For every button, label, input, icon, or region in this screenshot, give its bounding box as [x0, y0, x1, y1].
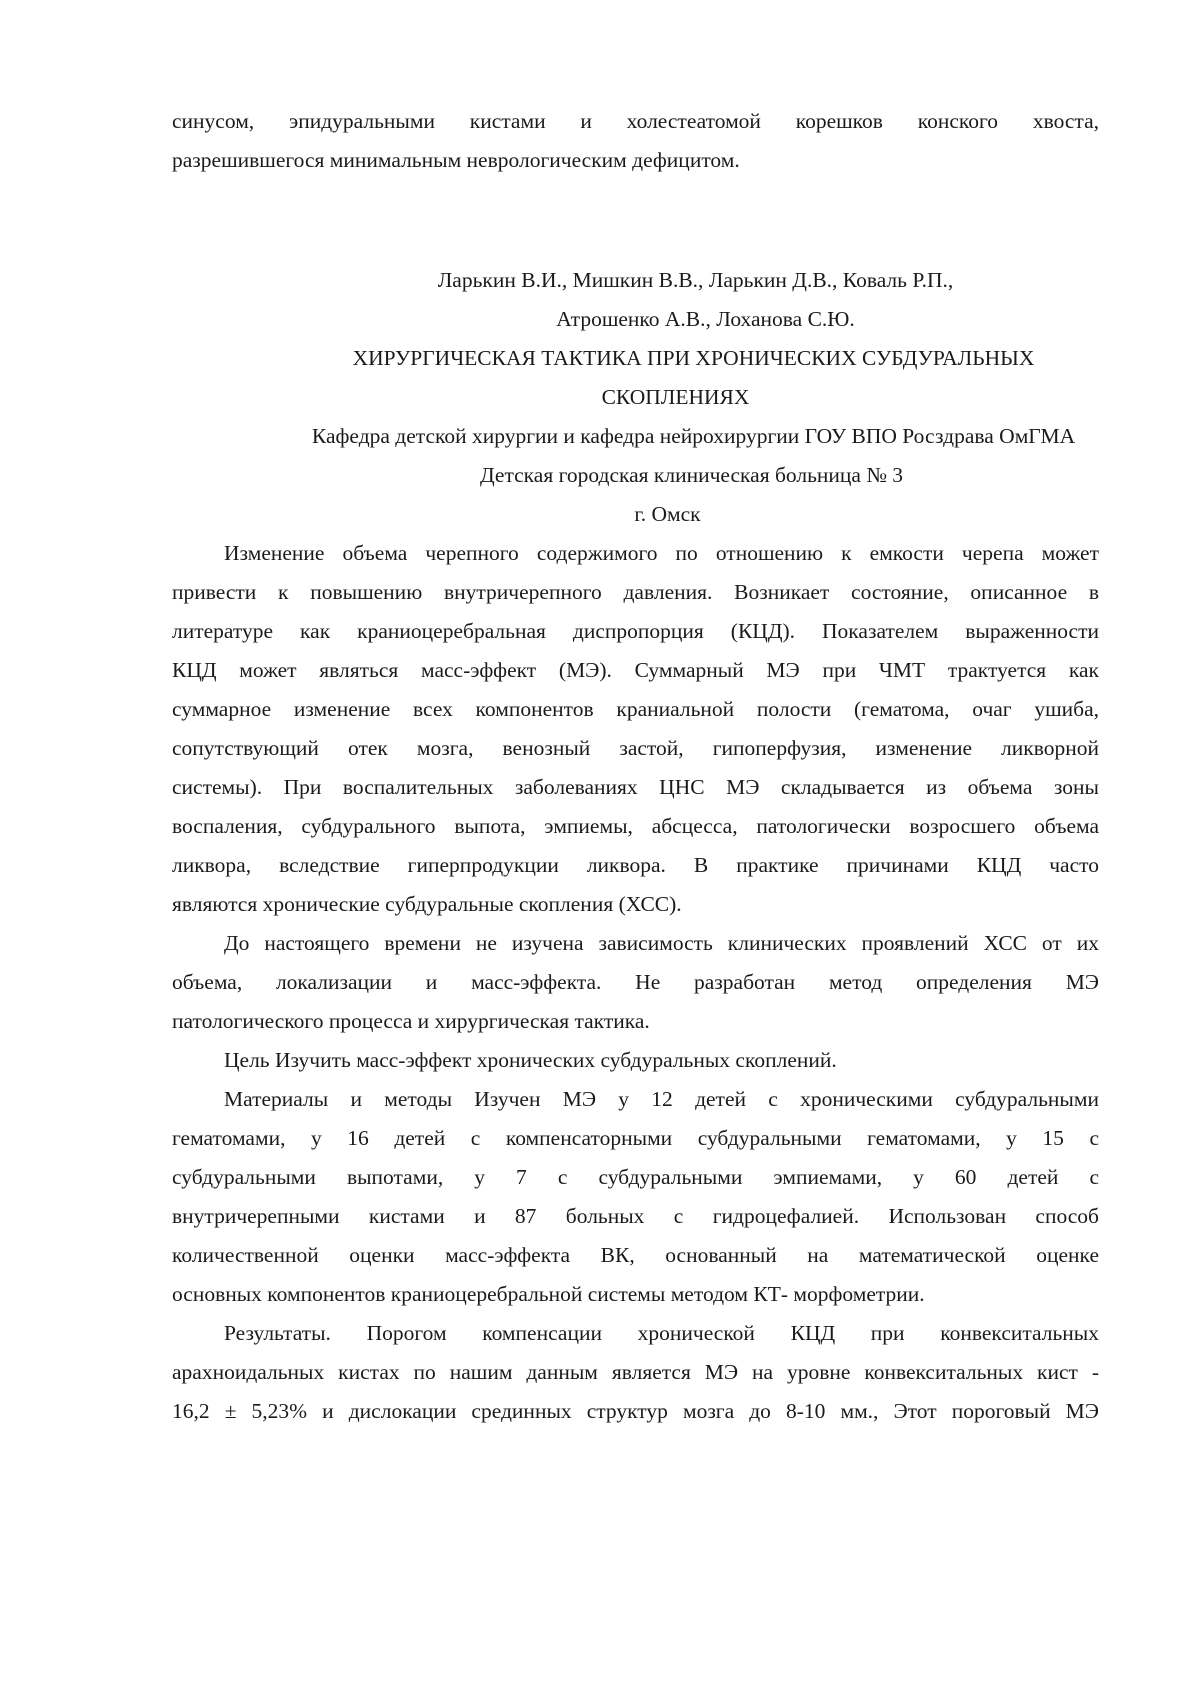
paragraph-line: субдуральными выпотами, у 7 с субдуральными эмпиемами, у 60 детей с [172, 1165, 1099, 1189]
paragraph-line: Цель Изучить масс-эффект хронических субдуральных скоплений. [224, 1048, 837, 1072]
affiliation-line: Детская городская клиническая больница № 3 [480, 463, 903, 487]
paragraph-line: гематомами, у 16 детей с компенсаторными субдуральными гематомами, у 15 с [172, 1126, 1099, 1150]
affiliation-line: Кафедра детской хирургии и кафедра нейрохирургии ГОУ ВПО Росздрава ОмГМА [311, 424, 1076, 448]
authors-line: Атрошенко А.В., Лоханова С.Ю. [556, 307, 855, 331]
authors-line: Ларькин В.И., Мишкин В.В., Ларькин Д.В., Коваль Р.П., [437, 268, 954, 292]
intro-line: разрешившегося минимальным неврологическим дефицитом. [172, 148, 740, 172]
paragraph-line: основных компонентов краниоцеребральной системы методом КТ- морфометрии. [172, 1282, 925, 1306]
paragraph-line: патологического процесса и хирургическая тактика. [172, 1009, 650, 1033]
paragraph-line: До настоящего времени не изучена зависимость клинических проявлений ХСС от их [224, 931, 1099, 955]
paragraph-line: 16,2 ± 5,23% и дислокации срединных структур мозга до 8-10 мм., Этот пороговый МЭ [172, 1399, 1099, 1423]
paragraph-line: внутричерепными кистами и 87 больных с гидроцефалией. Использован способ [172, 1204, 1099, 1228]
paragraph-line: Материалы и методы Изучен МЭ у 12 детей с хроническими субдуральными [224, 1087, 1099, 1111]
paragraph-line: КЦД может являться масс-эффект (МЭ). Суммарный МЭ при ЧМТ трактуется как [172, 658, 1099, 682]
paragraph-line: литературе как краниоцеребральная диспропорция (КЦД). Показателем выраженности [172, 619, 1099, 643]
paragraph-line: воспаления, субдурального выпота, эмпиемы, абсцесса, патологически возросшего объема [172, 814, 1099, 838]
paragraph-line: объема, локализации и масс-эффекта. Не разработан метод определения МЭ [172, 970, 1099, 994]
paragraph-line: Изменение объема черепного содержимого по отношению к емкости черепа может [224, 541, 1099, 565]
paragraph-line: системы). При воспалительных заболеваниях ЦНС МЭ складывается из объема зоны [172, 775, 1099, 799]
paragraph-line: Результаты. Порогом компенсации хронической КЦД при конвекситальных [224, 1321, 1099, 1345]
paragraph-line: являются хронические субдуральные скопления (ХСС). [172, 892, 682, 916]
paragraph-line: количественной оценки масс-эффекта ВК, основанный на математической оценке [172, 1243, 1099, 1267]
paragraph-line: привести к повышению внутричерепного давления. Возникает состояние, описанное в [172, 580, 1099, 604]
paragraph-line: суммарное изменение всех компонентов краниальной полости (гематома, очаг ушиба, [172, 697, 1099, 721]
paragraph-line: арахноидальных кистах по нашим данным является МЭ на уровне конвекситальных кист - [172, 1360, 1099, 1384]
article-title: ХИРУРГИЧЕСКАЯ ТАКТИКА ПРИ ХРОНИЧЕСКИХ СУБДУРАЛЬНЫХ [352, 346, 1035, 370]
paragraph-line: сопутствующий отек мозга, венозный застой, гипоперфузия, изменение ликворной [172, 736, 1099, 760]
intro-line: синусом, эпидуральными кистами и холестеатомой корешков конского хвоста, [172, 109, 1099, 133]
paragraph-line: ликвора, вследствие гиперпродукции ликвора. В практике причинами КЦД часто [172, 853, 1099, 877]
article-title: СКОПЛЕНИЯХ [601, 385, 750, 409]
affiliation-line: г. Омск [634, 502, 701, 526]
